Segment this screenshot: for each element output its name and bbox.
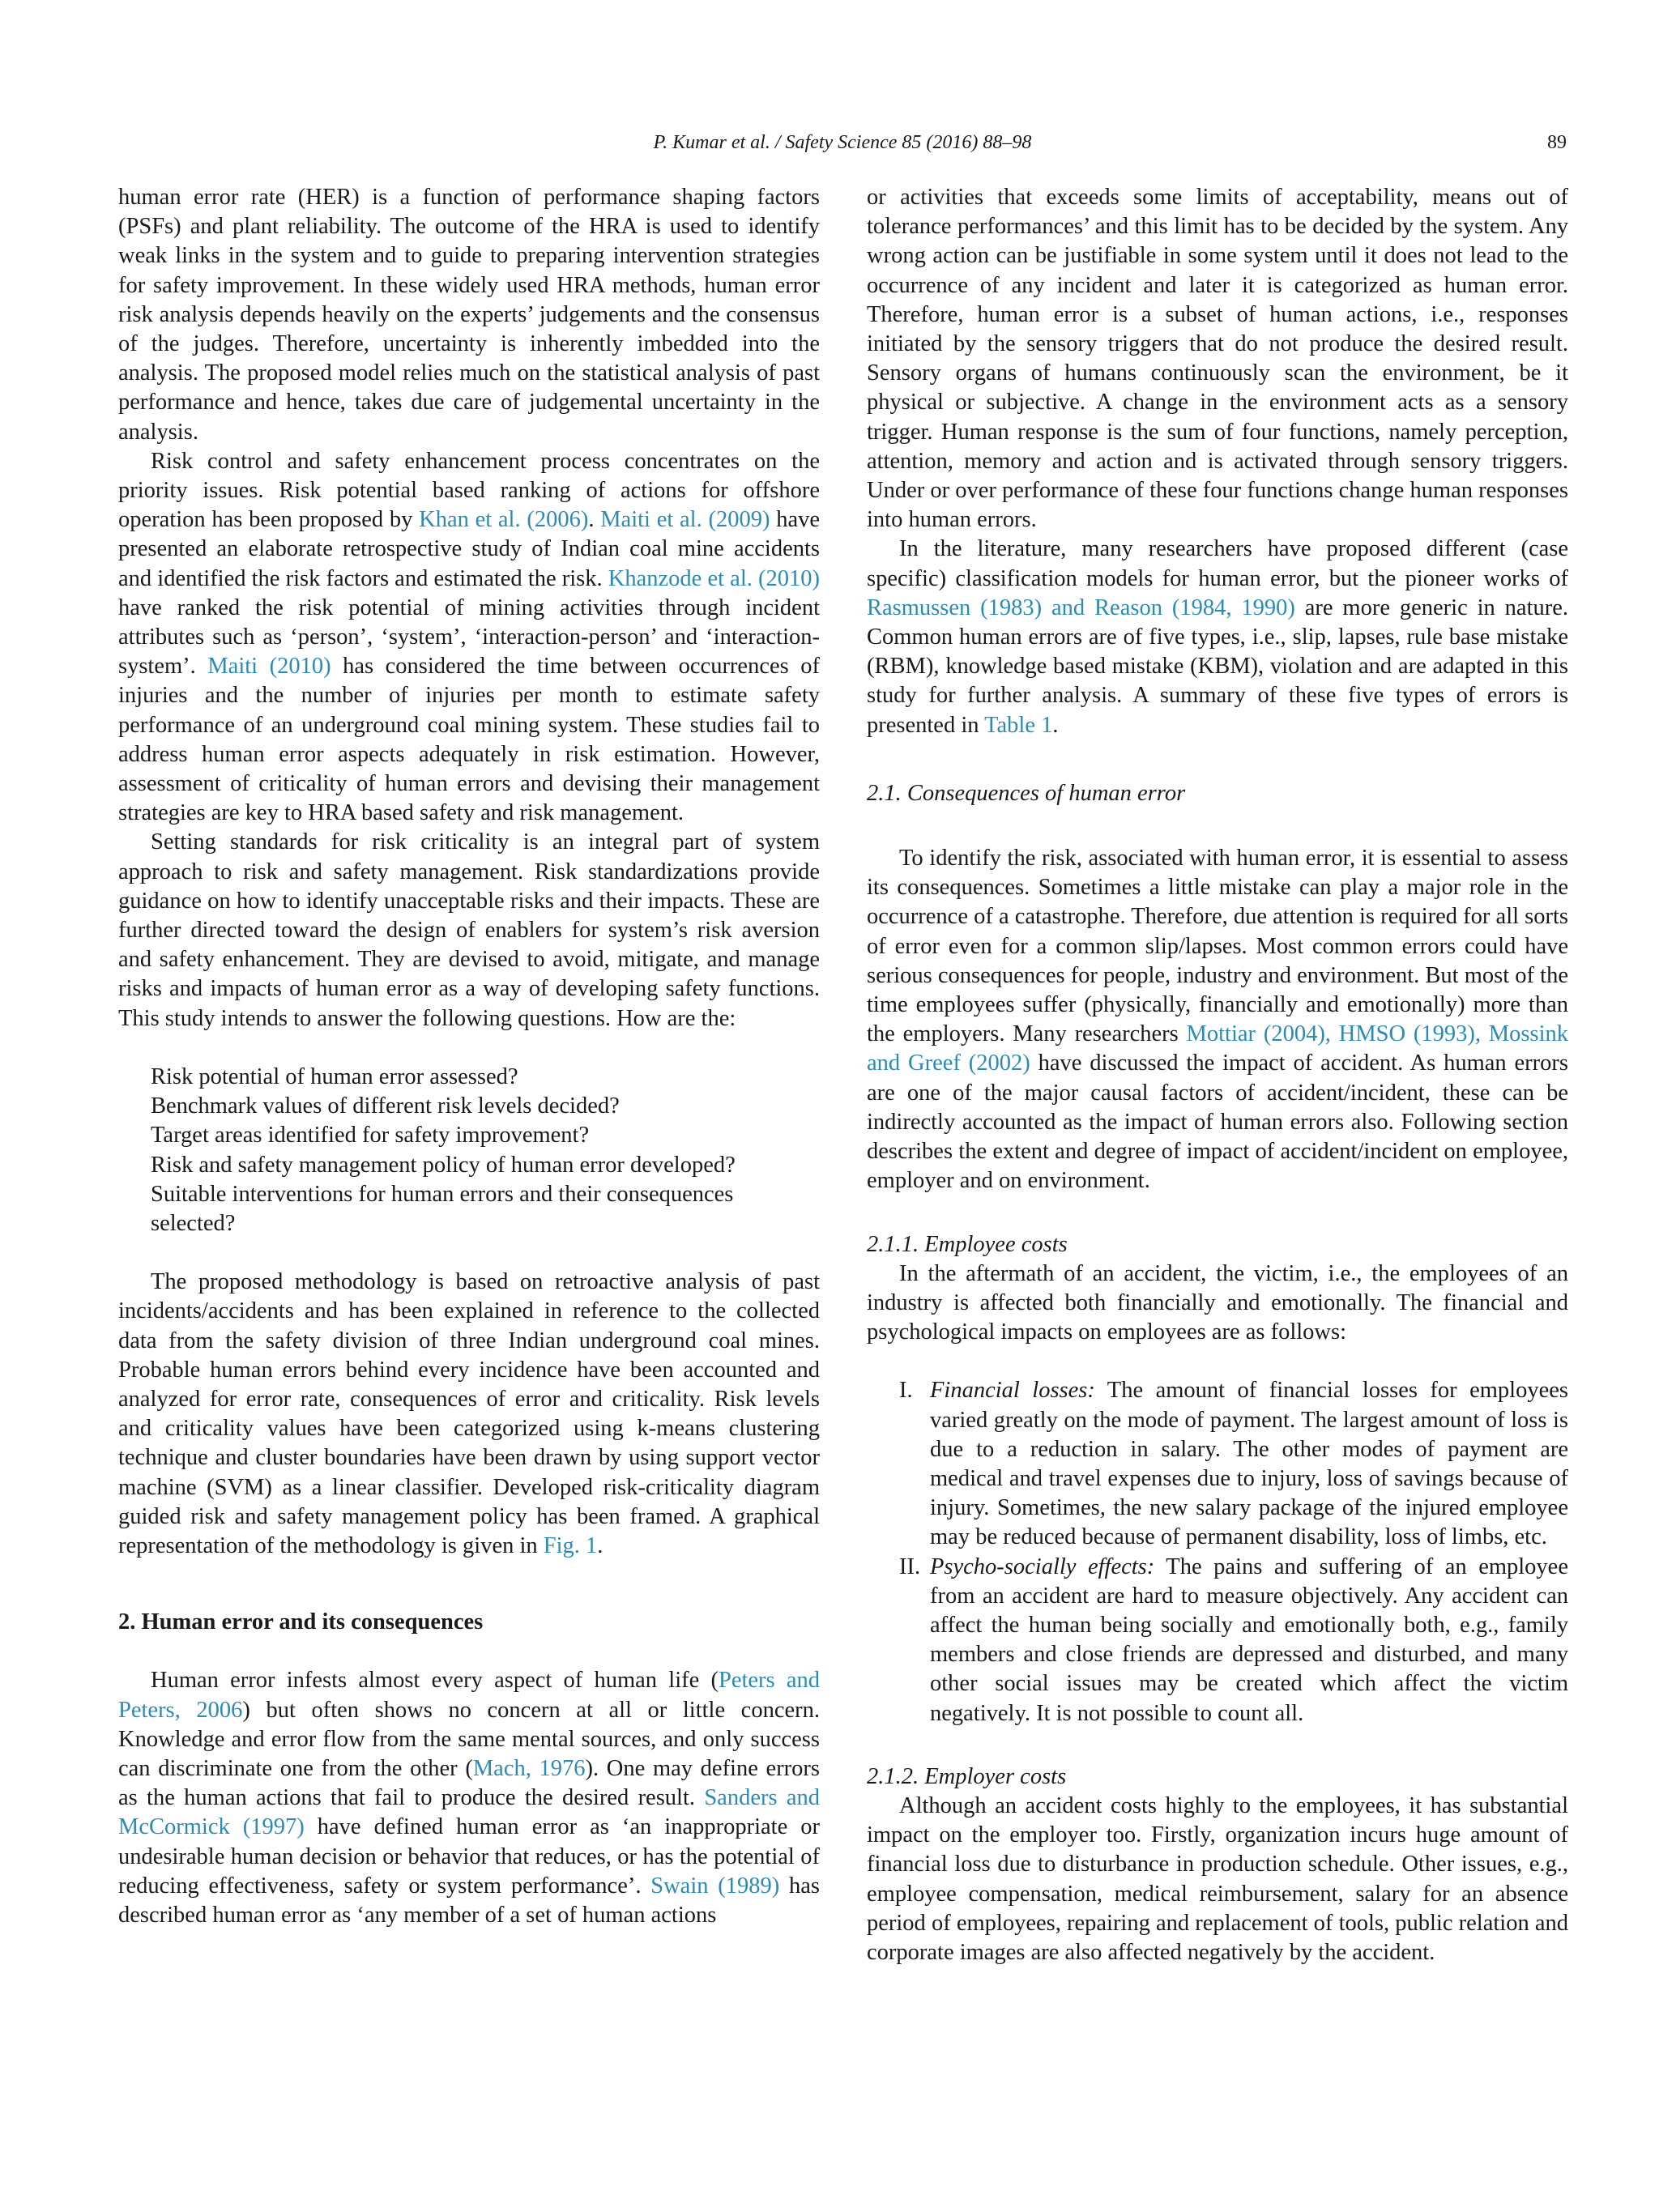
paragraph: Although an accident costs highly to the employees, it has substantial impact on the employer too. Firstly, organization incurs huge amount of financial loss due to disturbance in production schedule. Other issues, e.g., employee compensation, medical reimbursement, salary for an absence period of employees, repairing and replacement of tools, public relation and corporate images are also affected negatively by the accident. xyxy=(867,1792,1568,1965)
impact-list xyxy=(899,1376,1568,1728)
list-item xyxy=(899,1553,1568,1728)
citation-link[interactable]: Peters and Peters, 2006 xyxy=(118,1668,820,1723)
text-run: has described human error as ‘any member of a set of human actions xyxy=(118,1873,820,1928)
left-column xyxy=(118,183,820,1930)
right-column xyxy=(867,183,1568,1967)
citation-link[interactable]: Swain (1989) xyxy=(650,1873,780,1899)
text-run: have defined human error as ‘an inappropriate or undesirable human decision or behavior that reduces, or has the potential of reducing effectiveness, safety or system performance’. xyxy=(118,1814,820,1899)
list-text: The amount of financial losses for employees varied greatly on the mode of payment. The largest amount of loss is due to a reduction in salary. The other modes of payment are medical and travel expenses due to injury, loss of savings because of injury. Sometimes, the new salary package of the injured employee may be reduced because of permanent disability, loss of limbs, etc. xyxy=(930,1378,1568,1550)
list-number: I. xyxy=(899,1378,913,1404)
text-run: Risk control and safety enhancement process concentrates on the priority issues. Risk potential based ranking of actions for offshore operation has been proposed by xyxy=(118,448,820,533)
subsection-heading: 2.1. Consequences of human error xyxy=(867,780,1186,806)
page-number: 89 xyxy=(1547,132,1567,153)
text-run: have presented an elaborate retrospective study of Indian coal mine accidents and identified the risk factors and estimated the risk. xyxy=(118,507,820,591)
paragraph xyxy=(867,535,1568,739)
citation-link[interactable]: Khanzode et al. (2010) xyxy=(608,565,820,591)
list-term: Psycho-socially effects: xyxy=(930,1554,1155,1579)
list-item: Target areas identified for safety improvement? xyxy=(151,1123,590,1149)
paragraph xyxy=(118,447,820,829)
subsubsection-heading: 2.1.1. Employee costs xyxy=(867,1231,1068,1257)
text-run: have discussed the impact of accident. As human errors are one of the major causal factors of accident/incident, these can be indirectly accounted as the impact of human errors also. Following section describes the extent and degree of impact of accident/incident on employee, employer and on environment. xyxy=(867,1051,1568,1194)
citation-link[interactable]: Khan et al. (2006) xyxy=(419,507,589,533)
question-list xyxy=(151,1063,820,1238)
section-heading: 2. Human error and its consequences xyxy=(118,1609,484,1635)
citation-link[interactable]: Mach, 1976 xyxy=(472,1755,586,1781)
text-run: In the literature, many researchers have proposed different (case specific) classification models for human error, but the pioneer works of xyxy=(867,536,1568,591)
paragraph: human error rate (HER) is a function of performance shaping factors (PSFs) and plant reliability. The outcome of the HRA is used to identify weak links in the system and to guide to preparing intervention strategies for safety improvement. In these widely used HRA methods, human error risk analysis depends heavily on the experts’ judgements and the consensus of the judges. Therefore, uncertainty is inherently imbedded into the analysis. The proposed model relies much on the statistical analysis of past performance and hence, takes due care of judgemental uncertainty in the analysis. xyxy=(118,185,820,445)
text-run: Human error infests almost every aspect of human life ( xyxy=(151,1668,719,1694)
list-item: Suitable interventions for human errors and their consequences selected? xyxy=(151,1181,734,1236)
text-run: ) but often shows no concern at all or little concern. Knowledge and error flow from the same mental sources, and only success can discriminate one from the other ( xyxy=(118,1697,820,1781)
paragraph xyxy=(118,1666,820,1930)
figure-link[interactable]: Fig. 1 xyxy=(543,1532,598,1558)
running-head xyxy=(118,128,1567,157)
list-item: Benchmark values of different risk levels decided? xyxy=(151,1093,620,1119)
text-run: . xyxy=(588,507,601,533)
paragraph xyxy=(867,844,1568,1196)
table-link[interactable]: Table 1 xyxy=(984,712,1053,738)
list-number: II. xyxy=(899,1554,921,1579)
text-run: To identify the risk, associated with human error, it is essential to assess its consequences. Sometimes a little mistake can play a major role in the occurrence of a catastrophe. Therefore, due attention is required for all sorts of error even for a common slip/lapses. Most common errors could have serious consequences for people, industry and environment. But most of the time employees suffer (physically, financially and emotionally) more than the employers. Many researchers xyxy=(867,846,1568,1047)
text-run: The proposed methodology is based on retroactive analysis of past incidents/accidents and has been explained in reference to the collected data from the safety division of three Indian underground coal mines. Probable human errors behind every incidence have been accounted and analyzed for error rate, consequences of error and criticality. Risk levels and criticality values have been categorized using k-means clustering technique and cluster boundaries have been drawn by using support vector machine (SVM) as a linear classifier. Developed risk-criticality diagram guided risk and safety management policy has been framed. A graphical representation of the methodology is given in xyxy=(118,1269,820,1558)
text-run: are more generic in nature. Common human errors are of five types, i.e., slip, lapses, rule base mistake (RBM), knowledge based mistake (KBM), violation and are adapted in this study for further analysis. A summary of these five types of errors is presented in xyxy=(867,595,1568,738)
list-term: Financial losses: xyxy=(930,1378,1095,1404)
list-text: The pains and suffering of an employee from an accident are hard to measure objectively. Any accident can affect the human being socially and emotionally both, e.g., family members and close friends are depressed and disturbed, and many other social issues may be created which affect the victim negatively. It is not possible to count all. xyxy=(930,1554,1568,1726)
text-run: have ranked the risk potential of mining activities through incident attributes such as ‘person’, ‘system’, ‘interaction-person’ and ‘interaction-system’. xyxy=(118,595,820,680)
citation-link[interactable]: Rasmussen (1983) and Reason (1984, 1990) xyxy=(867,595,1295,620)
running-title: P. Kumar et al. / Safety Science 85 (2016) 88–98 xyxy=(653,132,1032,153)
citation-link[interactable]: Mottiar (2004), HMSO (1993), Mossink and Greef (2002) xyxy=(867,1021,1568,1076)
list-item: Risk and safety management policy of human error developed? xyxy=(151,1152,736,1178)
paragraph xyxy=(118,1268,820,1561)
paragraph: Setting standards for risk criticality is an integral part of system approach to risk and safety management. Risk standardizations provide guidance on how to identify unacceptable risks and their impacts. These are further directed toward the design of enablers for system’s risk aversion and safety enhancement. They are devised to avoid, mitigate, and manage risks and impacts of human error as a way of developing safety functions. This study intends to answer the following questions. How are the: xyxy=(118,829,820,1031)
text-run: . xyxy=(597,1532,603,1558)
text-run: . xyxy=(1052,712,1059,738)
list-item: Risk potential of human error assessed? xyxy=(151,1063,518,1089)
text-run: ). One may define errors as the human actions that fail to produce the desired result. xyxy=(118,1755,821,1811)
text-run: has considered the time between occurrences of injuries and the number of injuries per month to estimate safety performance of an underground coal mining system. These studies fail to address human error aspects adequately in risk estimation. However, assessment of criticality of human errors and devising their management strategies are key to HRA based safety and risk management. xyxy=(118,654,820,826)
citation-link[interactable]: Maiti et al. (2009) xyxy=(600,507,770,533)
paragraph: or activities that exceeds some limits of acceptability, means out of tolerance performances’ and this limit has to be decided by the system. Any wrong action can be justifiable in some system until it does not lead to the occurrence of any incident and later it is categorized as human error. Therefore, human error is a subset of human actions, i.e., responses initiated by the sensory triggers that do not produce the desired result. Sensory organs of humans continuously scan the environment, be it physical or subjective. A change in the environment acts as a sensory trigger. Human response is the sum of four functions, namely perception, attention, memory and action and is activated through sensory triggers. Under or over performance of these four functions change human responses into human errors. xyxy=(867,185,1568,533)
subsubsection-heading: 2.1.2. Employer costs xyxy=(867,1763,1067,1789)
paragraph: In the aftermath of an accident, the victim, i.e., the employees of an industry is affected both financially and emotionally. The financial and psychological impacts on employees are as follows: xyxy=(867,1260,1568,1345)
list-item xyxy=(899,1376,1568,1552)
citation-link[interactable]: Maiti (2010) xyxy=(207,654,331,680)
citation-link[interactable]: Sanders and McCormick (1997) xyxy=(118,1785,820,1840)
